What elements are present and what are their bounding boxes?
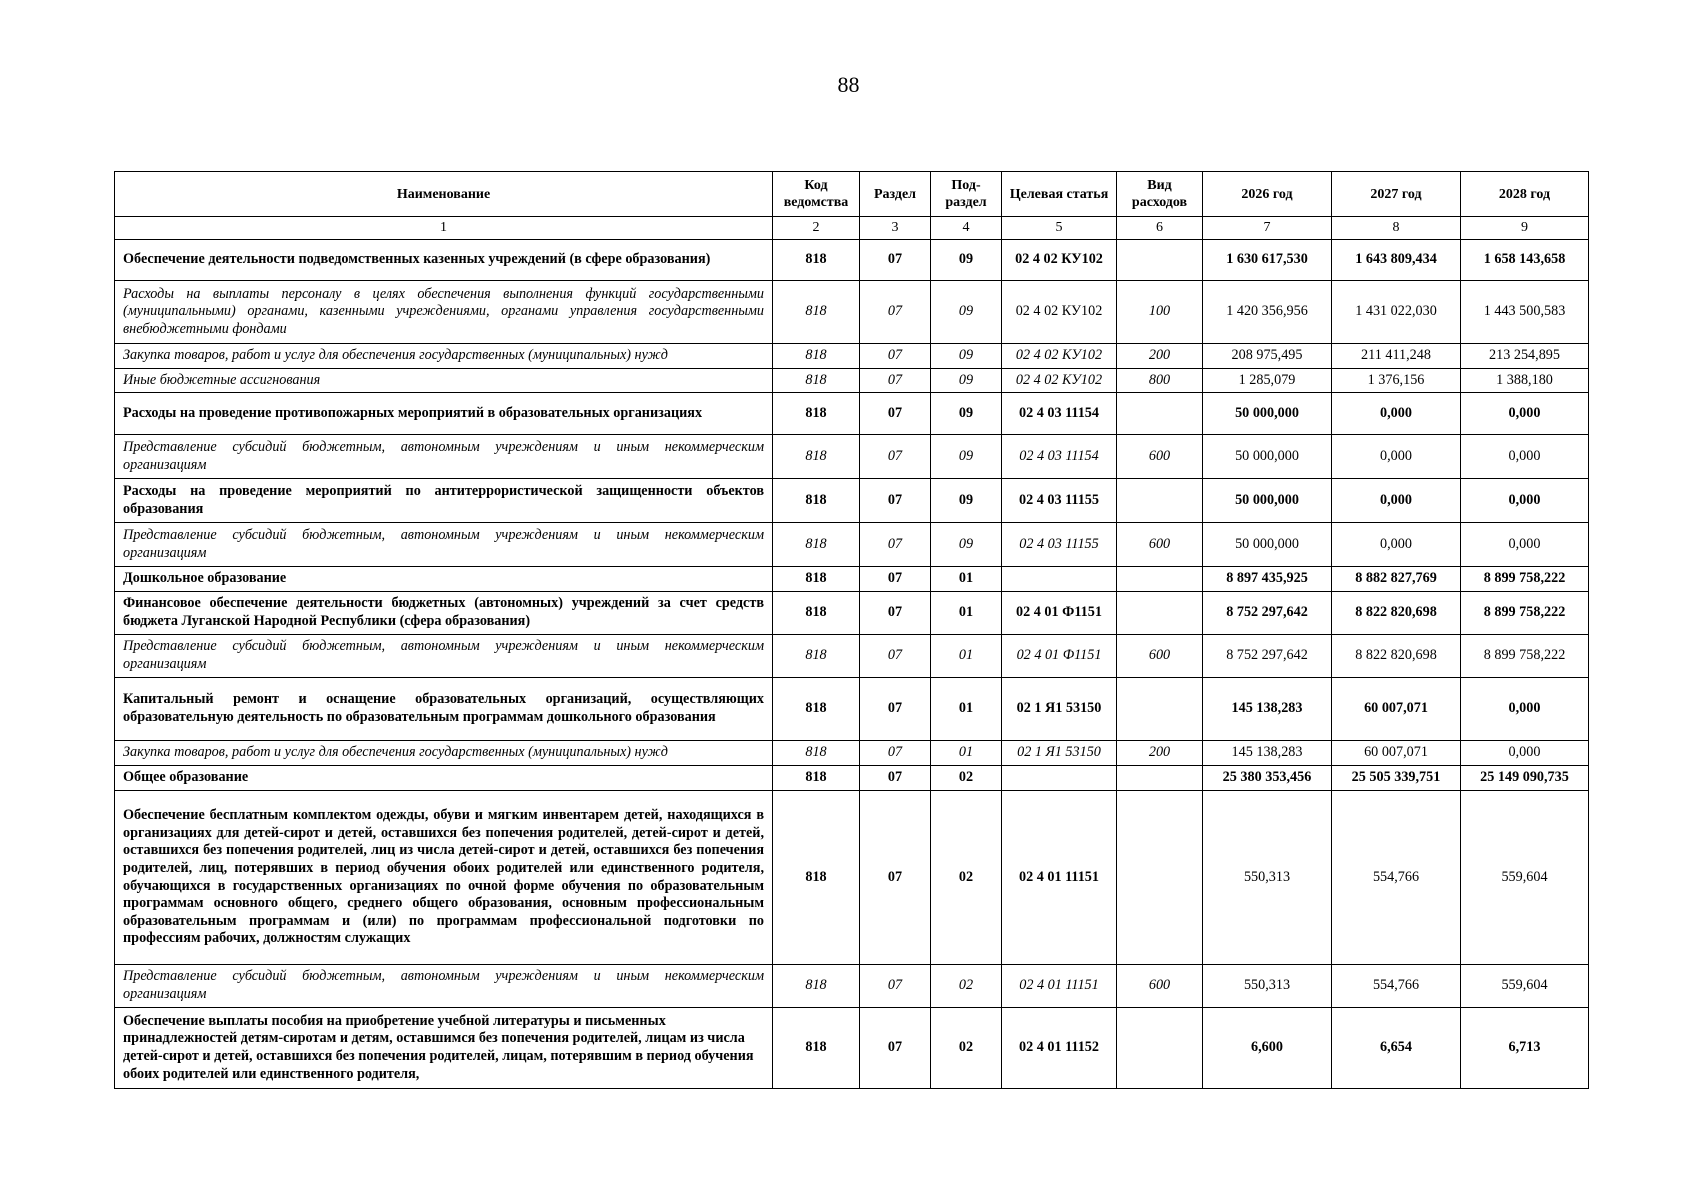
- row-razdel: 07: [860, 635, 931, 678]
- table-row: [115, 567, 1589, 592]
- row-vid: [1117, 1008, 1203, 1089]
- column-number: 8: [1332, 217, 1461, 240]
- row-celevaya: 02 1 Я1 53150: [1002, 741, 1117, 766]
- row-2028: 1 443 500,583: [1461, 281, 1589, 344]
- row-2027: 0,000: [1332, 523, 1461, 567]
- table-row: [115, 678, 1589, 741]
- row-2028: 0,000: [1461, 435, 1589, 479]
- row-celevaya: 02 4 01 Ф1151: [1002, 635, 1117, 678]
- row-2028: 25 149 090,735: [1461, 766, 1589, 791]
- column-number: 9: [1461, 217, 1589, 240]
- row-2027: 554,766: [1332, 965, 1461, 1008]
- header-2028: 2028 год: [1461, 172, 1589, 217]
- row-podrazdel: 09: [931, 523, 1002, 567]
- column-number: 1: [115, 217, 773, 240]
- row-2027: 0,000: [1332, 435, 1461, 479]
- row-celevaya: 02 4 03 11154: [1002, 393, 1117, 435]
- row-vid: 600: [1117, 635, 1203, 678]
- row-2028: 8 899 758,222: [1461, 592, 1589, 635]
- row-2028: 0,000: [1461, 479, 1589, 523]
- row-vid: [1117, 592, 1203, 635]
- column-number: 7: [1203, 217, 1332, 240]
- row-2027: 0,000: [1332, 479, 1461, 523]
- column-number: 2: [773, 217, 860, 240]
- row-vid: [1117, 678, 1203, 741]
- row-ved: 818: [773, 965, 860, 1008]
- row-2028: 0,000: [1461, 393, 1589, 435]
- row-ved: 818: [773, 678, 860, 741]
- row-2026: 50 000,000: [1203, 393, 1332, 435]
- row-2028: 0,000: [1461, 678, 1589, 741]
- row-razdel: 07: [860, 791, 931, 965]
- row-razdel: 07: [860, 965, 931, 1008]
- row-podrazdel: 02: [931, 1008, 1002, 1089]
- row-ved: 818: [773, 523, 860, 567]
- row-podrazdel: 09: [931, 369, 1002, 393]
- row-razdel: 07: [860, 741, 931, 766]
- row-2026: 25 380 353,456: [1203, 766, 1332, 791]
- row-razdel: 07: [860, 393, 931, 435]
- row-vid: [1117, 766, 1203, 791]
- row-celevaya: 02 4 01 11152: [1002, 1008, 1117, 1089]
- row-2027: 1 376,156: [1332, 369, 1461, 393]
- row-name: Капитальный ремонт и оснащение образовательных организаций, осуществляющих образовательную деятельность по образовательным программам дошкольного образования: [115, 678, 773, 741]
- row-name: Обеспечение деятельности подведомственных казенных учреждений (в сфере образования): [115, 240, 773, 281]
- row-celevaya: 02 4 02 КУ102: [1002, 240, 1117, 281]
- row-ved: 818: [773, 240, 860, 281]
- row-vid: 100: [1117, 281, 1203, 344]
- row-2027: 1 431 022,030: [1332, 281, 1461, 344]
- row-2027: 8 822 820,698: [1332, 592, 1461, 635]
- row-podrazdel: 02: [931, 791, 1002, 965]
- row-2028: 559,604: [1461, 791, 1589, 965]
- row-podrazdel: 09: [931, 240, 1002, 281]
- row-name: Финансовое обеспечение деятельности бюджетных (автономных) учреждений за счет средств бюджета Луганской Народной Республики (сфера образования): [115, 592, 773, 635]
- row-razdel: 07: [860, 523, 931, 567]
- row-2026: 1 420 356,956: [1203, 281, 1332, 344]
- row-name: Общее образование: [115, 766, 773, 791]
- row-2026: 1 285,079: [1203, 369, 1332, 393]
- row-vid: 200: [1117, 741, 1203, 766]
- header-2026: 2026 год: [1203, 172, 1332, 217]
- row-2028: 0,000: [1461, 741, 1589, 766]
- column-number: 6: [1117, 217, 1203, 240]
- row-2027: 0,000: [1332, 393, 1461, 435]
- table-row: [115, 791, 1589, 965]
- row-razdel: 07: [860, 369, 931, 393]
- row-ved: 818: [773, 369, 860, 393]
- row-2027: 6,654: [1332, 1008, 1461, 1089]
- table-row: [115, 523, 1589, 567]
- row-ved: 818: [773, 791, 860, 965]
- row-2028: 559,604: [1461, 965, 1589, 1008]
- row-ved: 818: [773, 592, 860, 635]
- row-2028: 8 899 758,222: [1461, 567, 1589, 592]
- row-name: Иные бюджетные ассигнования: [115, 369, 773, 393]
- row-name: Представление субсидий бюджетным, автономным учреждениям и иным некоммерческим организациям: [115, 965, 773, 1008]
- row-razdel: 07: [860, 766, 931, 791]
- row-razdel: 07: [860, 479, 931, 523]
- row-razdel: 07: [860, 435, 931, 479]
- row-2026: 145 138,283: [1203, 741, 1332, 766]
- row-podrazdel: 09: [931, 393, 1002, 435]
- row-name: Представление субсидий бюджетным, автономным учреждениям и иным некоммерческим организациям: [115, 435, 773, 479]
- table-row: [115, 592, 1589, 635]
- row-2027: 211 411,248: [1332, 344, 1461, 369]
- row-name: Представление субсидий бюджетным, автономным учреждениям и иным некоммерческим организациям: [115, 635, 773, 678]
- row-ved: 818: [773, 344, 860, 369]
- column-number-row: [115, 217, 1589, 240]
- table-row: [115, 240, 1589, 281]
- row-podrazdel: 01: [931, 741, 1002, 766]
- row-podrazdel: 01: [931, 678, 1002, 741]
- row-2028: 0,000: [1461, 523, 1589, 567]
- table-row: [115, 1008, 1589, 1089]
- row-vid: 600: [1117, 965, 1203, 1008]
- row-name: Закупка товаров, работ и услуг для обеспечения государственных (муниципальных) нужд: [115, 741, 773, 766]
- row-ved: 818: [773, 281, 860, 344]
- row-vid: [1117, 479, 1203, 523]
- row-2026: 50 000,000: [1203, 523, 1332, 567]
- row-razdel: 07: [860, 1008, 931, 1089]
- row-celevaya: 02 4 02 КУ102: [1002, 344, 1117, 369]
- row-2026: 8 752 297,642: [1203, 635, 1332, 678]
- row-2026: 1 630 617,530: [1203, 240, 1332, 281]
- row-celevaya: 02 1 Я1 53150: [1002, 678, 1117, 741]
- row-2026: 50 000,000: [1203, 435, 1332, 479]
- row-ved: 818: [773, 479, 860, 523]
- row-celevaya: [1002, 567, 1117, 592]
- row-name: Обеспечение бесплатным комплектом одежды, обуви и мягким инвентарем детей, находящихся в организациях для детей-сирот и детей, оставшихся без попечения родителей, детей-сирот и детей, оставшихся без попечения родителей, лиц из числа детей-сирот и детей, оставшихся без попечения родителей, лиц, потерявших в период обучения обоих родителей или единственного родителя, обучающихся в государственных организациях по очной форме обучения по образовательным программам основного общего, среднего общего образования, основным профессиональным образовательным программам и (или) по программам профессиональной подготовки по профессиям рабочих, должностям служащих: [115, 791, 773, 965]
- row-2026: 208 975,495: [1203, 344, 1332, 369]
- table-row: [115, 741, 1589, 766]
- row-name: Закупка товаров, работ и услуг для обеспечения государственных (муниципальных) нужд: [115, 344, 773, 369]
- row-celevaya: 02 4 03 11154: [1002, 435, 1117, 479]
- row-2027: 8 822 820,698: [1332, 635, 1461, 678]
- row-name: Дошкольное образование: [115, 567, 773, 592]
- row-podrazdel: 09: [931, 479, 1002, 523]
- row-ved: 818: [773, 741, 860, 766]
- table-row: [115, 281, 1589, 344]
- row-podrazdel: 09: [931, 344, 1002, 369]
- row-vid: [1117, 791, 1203, 965]
- row-2028: 6,713: [1461, 1008, 1589, 1089]
- row-2026: 50 000,000: [1203, 479, 1332, 523]
- row-podrazdel: 09: [931, 281, 1002, 344]
- row-2027: 60 007,071: [1332, 678, 1461, 741]
- row-celevaya: [1002, 766, 1117, 791]
- row-2026: 8 752 297,642: [1203, 592, 1332, 635]
- row-2028: 1 388,180: [1461, 369, 1589, 393]
- header-vid: Вид расходов: [1117, 172, 1203, 217]
- header-name: Наименование: [115, 172, 773, 217]
- row-2026: 145 138,283: [1203, 678, 1332, 741]
- row-name: Представление субсидий бюджетным, автономным учреждениям и иным некоммерческим организациям: [115, 523, 773, 567]
- table-row: [115, 435, 1589, 479]
- row-razdel: 07: [860, 240, 931, 281]
- row-2027: 554,766: [1332, 791, 1461, 965]
- column-number: 3: [860, 217, 931, 240]
- row-podrazdel: 09: [931, 435, 1002, 479]
- table-header-row: [115, 172, 1589, 217]
- row-ved: 818: [773, 435, 860, 479]
- table-row: [115, 965, 1589, 1008]
- row-celevaya: 02 4 03 11155: [1002, 523, 1117, 567]
- row-2026: 6,600: [1203, 1008, 1332, 1089]
- table-row: [115, 344, 1589, 369]
- row-celevaya: 02 4 01 11151: [1002, 965, 1117, 1008]
- row-celevaya: 02 4 01 Ф1151: [1002, 592, 1117, 635]
- row-podrazdel: 02: [931, 766, 1002, 791]
- header-2027: 2027 год: [1332, 172, 1461, 217]
- row-razdel: 07: [860, 678, 931, 741]
- header-podrazdel: Под-раздел: [931, 172, 1002, 217]
- table-row: [115, 766, 1589, 791]
- row-podrazdel: 01: [931, 592, 1002, 635]
- row-celevaya: 02 4 02 КУ102: [1002, 281, 1117, 344]
- row-razdel: 07: [860, 281, 931, 344]
- row-vid: 600: [1117, 435, 1203, 479]
- table-row: [115, 393, 1589, 435]
- row-vid: [1117, 567, 1203, 592]
- row-2026: 550,313: [1203, 791, 1332, 965]
- row-vid: 200: [1117, 344, 1203, 369]
- row-2028: 1 658 143,658: [1461, 240, 1589, 281]
- column-number: 5: [1002, 217, 1117, 240]
- table-row: [115, 479, 1589, 523]
- column-number: 4: [931, 217, 1002, 240]
- row-podrazdel: 01: [931, 635, 1002, 678]
- row-2028: 213 254,895: [1461, 344, 1589, 369]
- row-celevaya: 02 4 01 11151: [1002, 791, 1117, 965]
- row-name: Расходы на проведение противопожарных мероприятий в образовательных организациях: [115, 393, 773, 435]
- header-razdel: Раздел: [860, 172, 931, 217]
- row-name: Расходы на проведение мероприятий по антитеррористической защищенности объектов образования: [115, 479, 773, 523]
- budget-table: [114, 171, 1589, 1089]
- row-celevaya: 02 4 03 11155: [1002, 479, 1117, 523]
- row-2027: 8 882 827,769: [1332, 567, 1461, 592]
- row-razdel: 07: [860, 567, 931, 592]
- row-podrazdel: 02: [931, 965, 1002, 1008]
- row-celevaya: 02 4 02 КУ102: [1002, 369, 1117, 393]
- row-2026: 8 897 435,925: [1203, 567, 1332, 592]
- row-ved: 818: [773, 1008, 860, 1089]
- row-ved: 818: [773, 567, 860, 592]
- table-row: [115, 635, 1589, 678]
- row-ved: 818: [773, 635, 860, 678]
- row-vid: [1117, 240, 1203, 281]
- row-razdel: 07: [860, 592, 931, 635]
- row-ved: 818: [773, 393, 860, 435]
- table-row: [115, 369, 1589, 393]
- row-name: Расходы на выплаты персоналу в целях обеспечения выполнения функций государственными (муниципальными) органами, казенными учреждениями, органами управления государственными внебюджетными фондами: [115, 281, 773, 344]
- row-podrazdel: 01: [931, 567, 1002, 592]
- row-razdel: 07: [860, 344, 931, 369]
- row-2027: 25 505 339,751: [1332, 766, 1461, 791]
- row-2026: 550,313: [1203, 965, 1332, 1008]
- row-vid: 800: [1117, 369, 1203, 393]
- header-celevaya: Целевая статья: [1002, 172, 1117, 217]
- row-vid: 600: [1117, 523, 1203, 567]
- page-number: 88: [837, 72, 860, 97]
- row-2028: 8 899 758,222: [1461, 635, 1589, 678]
- row-2027: 1 643 809,434: [1332, 240, 1461, 281]
- row-ved: 818: [773, 766, 860, 791]
- row-vid: [1117, 393, 1203, 435]
- row-2027: 60 007,071: [1332, 741, 1461, 766]
- row-name: Обеспечение выплаты пособия на приобретение учебной литературы и письменных принадлежностей детям-сиротам и детям, оставшимся без попечения родителей, лицам из числа детей-сирот и детей, оставшихся без попечения родителей, лицам, потерявшим в период обучения обоих родителей или единственного родителя,: [115, 1008, 773, 1089]
- header-ved: Код ведомства: [773, 172, 860, 217]
